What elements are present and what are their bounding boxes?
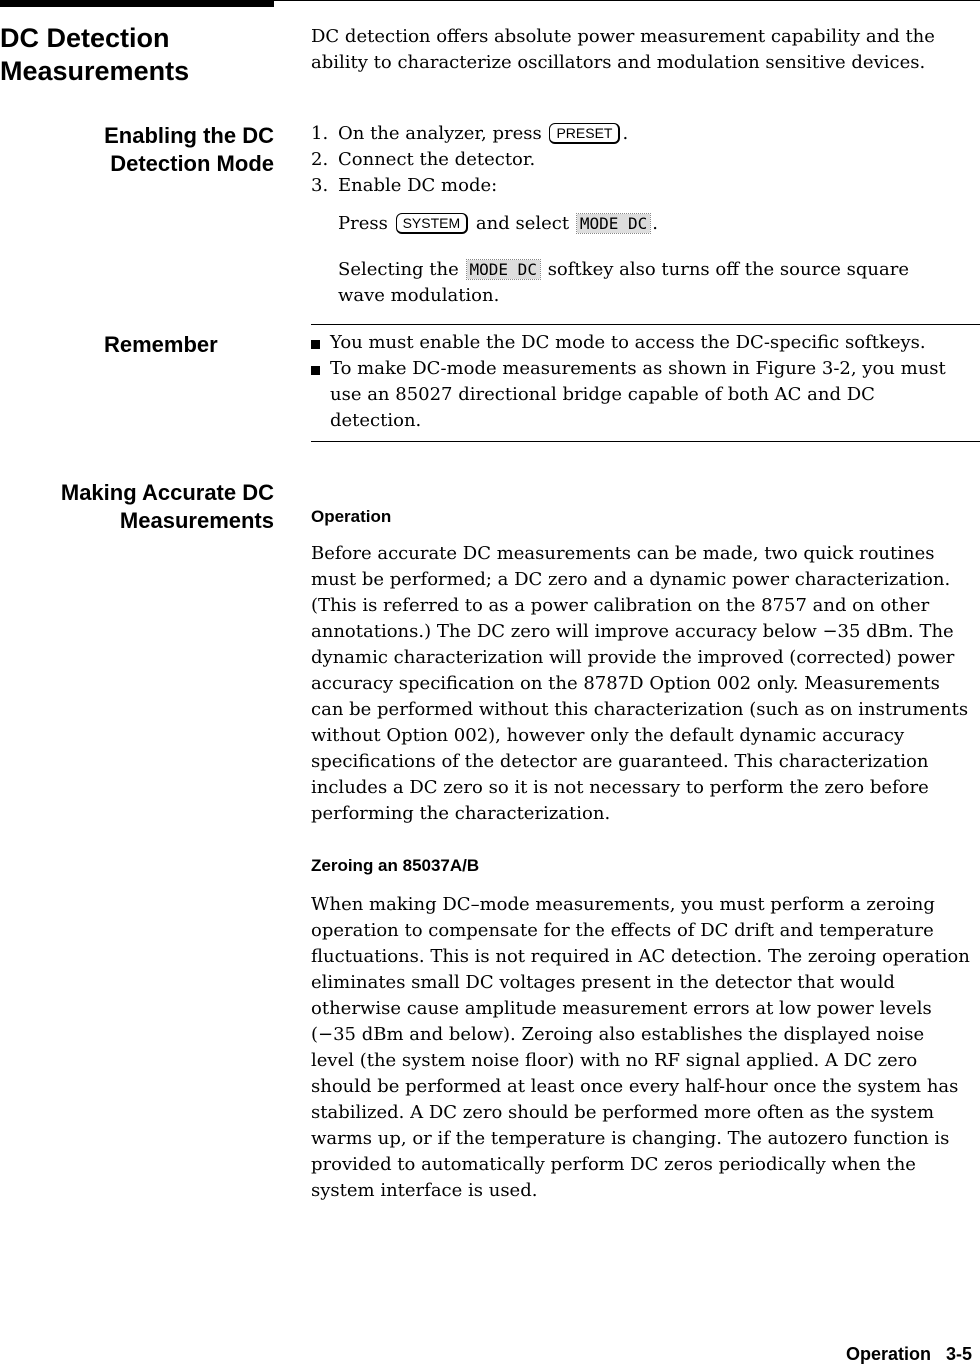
mode-dc-softkey-ref: MODE DC xyxy=(467,260,540,279)
section-title: DC Detection Measurements xyxy=(0,23,190,86)
press-system-line: Press SYSTEM and select MODE DC . xyxy=(338,213,658,234)
bullet-square-icon xyxy=(311,340,320,349)
remember-item: You must enable the DC mode to access the DC-specific softkeys. xyxy=(311,330,971,356)
operation-paragraph: Before accurate DC measurements can be made, two quick routines must be performed; a DC zero and a dynamic power characterization. (This is referred to as a power calibration on the 8757 and on other annotations.) The DC zero will improve accuracy below −35 dBm. The dynamic characterization will provide the improved (corrected) power accuracy specification on the 8787D Option 002 only. Measurements can be performed without this characterization (such as on instruments without Option 002), however only the default dynamic accuracy specifications of the detector are guaranteed. This characterization includes a DC zero so it is not necessary to perform the zero before performing the characterization. xyxy=(311,543,969,824)
preset-key[interactable]: PRESET xyxy=(549,123,620,144)
enabling-steps xyxy=(311,121,971,199)
remember-heading: Remember xyxy=(104,332,218,357)
zeroing-subheading: Zeroing an 85037A/B xyxy=(311,856,480,875)
remember-list xyxy=(311,330,971,434)
selecting-paragraph: Selecting the MODE DC softkey also turns off the source square wave modulation. xyxy=(338,259,909,306)
remember-item: To make DC-mode measurements as shown in Figure 3-2, you must use an 85027 directional bridge capable of both AC and DC detection. xyxy=(311,356,971,434)
mode-dc-softkey[interactable]: MODE DC xyxy=(577,214,650,233)
bullet-square-icon xyxy=(311,366,320,375)
accurate-heading: Making Accurate DC Measurements xyxy=(60,480,274,533)
step-2: 2. Connect the detector. xyxy=(311,149,536,170)
remember-bottom-rule xyxy=(311,441,980,442)
step-3: 3. Enable DC mode: xyxy=(311,175,498,196)
operation-subheading: Operation xyxy=(311,507,392,526)
top-rule-thin xyxy=(274,0,980,1)
step-1: 1. On the analyzer, press PRESET . xyxy=(311,123,629,144)
remember-top-rule xyxy=(311,324,980,325)
zeroing-paragraph: When making DC–mode measurements, you must perform a zeroing operation to compensate for the effects of DC drift and temperature fluctuations. This is not required in AC detection. The zeroing operation eliminates small DC voltages present in the detector that would otherwise cause amplitude measurement errors at low power levels (−35 dBm and below). Zeroing also establishes the displayed noise level (the system noise floor) with no RF signal applied. A DC zero should be performed at least once every half-hour once the system has stabilized. A DC zero should be performed more often as the system warms up, or if the temperature is changing. The autozero function is provided to automatically perform DC zeros periodically when the system interface is used. xyxy=(311,894,970,1201)
top-rule-thick xyxy=(0,0,274,7)
page-footer: Operation 3-5 xyxy=(845,1344,972,1364)
enabling-heading: Enabling the DC Detection Mode xyxy=(104,123,274,176)
system-key[interactable]: SYSTEM xyxy=(396,213,469,234)
intro-paragraph: DC detection offers absolute power measurement capability and the ability to characterize oscillators and modulation sensitive devices. xyxy=(311,26,935,73)
